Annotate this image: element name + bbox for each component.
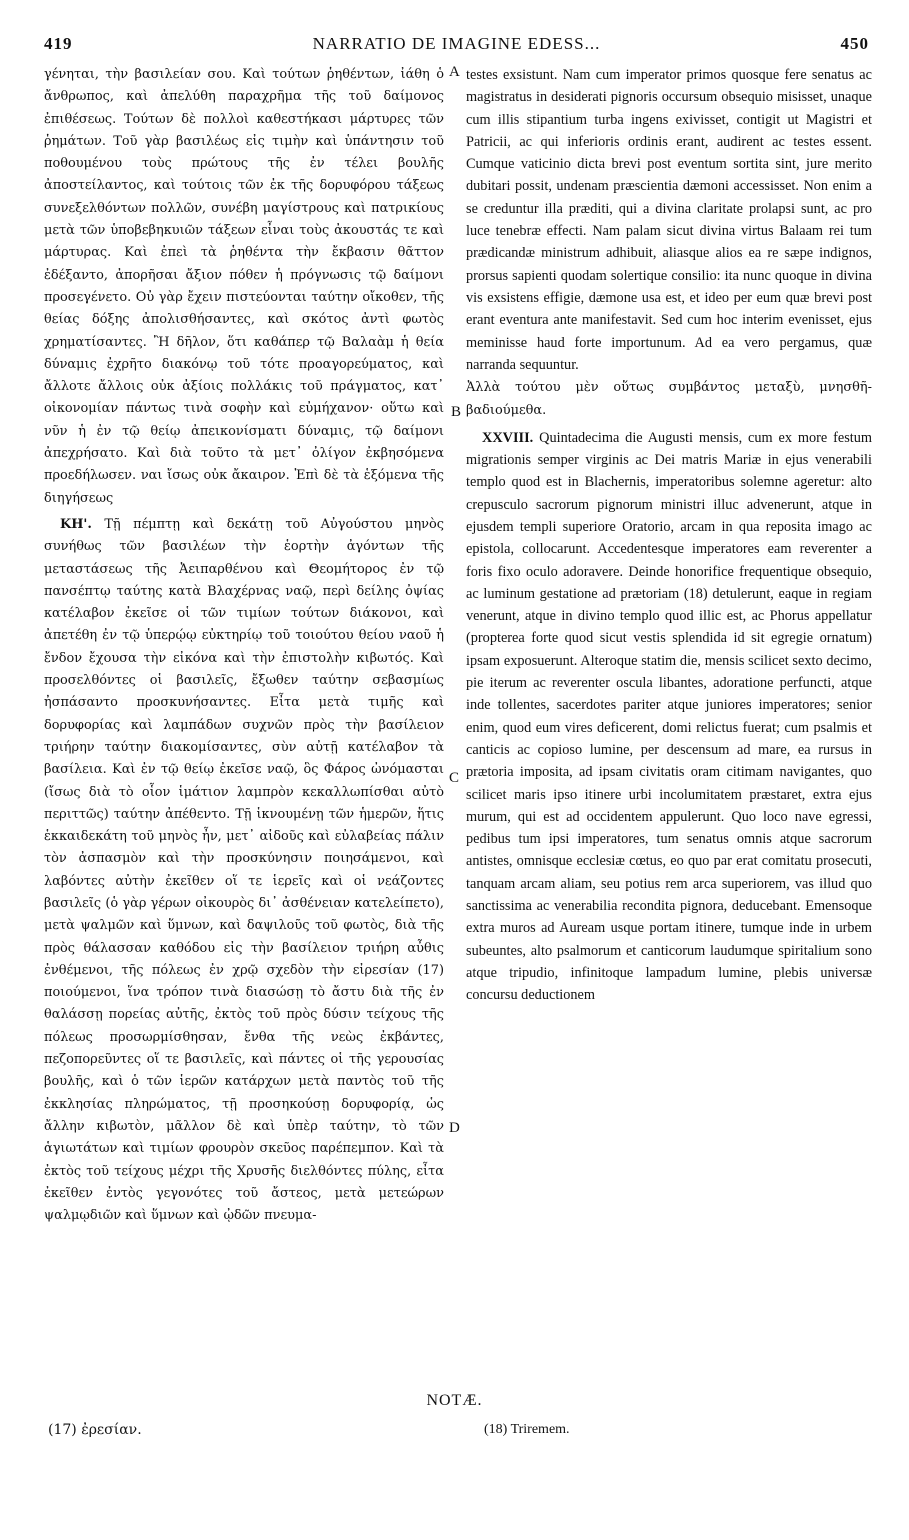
greek-bridge-text: Ἀλλὰ τούτου μὲν οὕτως συμβάντος μεταξὺ, μνησθῆ-	[466, 380, 872, 396]
margin-marker-c: C	[449, 770, 460, 786]
latin-section-28	[466, 427, 872, 1007]
latin-section-number: XXVIII.	[482, 429, 534, 446]
greek-section-number: ΚΗ'.	[60, 516, 92, 532]
running-header	[44, 34, 869, 56]
latin-paragraph-1: testes exsistunt. Nam cum imperator primos quosque fere senatus ac magistratus in desiderati pignoris occursum obsequio misisset, unaque cum illis stipantium turba ingens exivisset, contigit ut Magistri et Patricii, ac qui inferioris ordinis erant, audirent ac testes essent. Cumque vaticinio dicta brevi post eventum sortita sint, jure merito dubitari possit, undenam præscientia dæmoni accessisset. Non enim a se creduntur illa præditi, qui a divina claritate prolapsi sunt, ac pro luce tenebræ effecti. Nam palam sicut divina virtus Balaam rei tum prædicandæ ministrum adhibuit, aliasque alios ea re sæpe indignos, prorsus sapienti quodam solertique consilio: ita nunc quoque in divina vis exsistens effigie, dæmone usa est, et ideo per eum quæ brevi post erant eventura ante manifestavit. Sed cum hoc interim evenisset, ejus meminisse haud forte importunum. Ad ea vero pergamus, quæ narranda sequuntur.	[466, 67, 872, 373]
page-number-left: 419	[44, 34, 73, 53]
footnote-17: (17) ἐρεσίαν.	[48, 1422, 142, 1438]
margin-marker-a: A	[449, 64, 460, 80]
margin-marker-b: B	[451, 404, 462, 420]
margin-marker-d: D	[449, 1120, 460, 1136]
latin-column	[466, 64, 872, 1006]
notes-heading: NOTÆ.	[426, 1392, 483, 1409]
footnote-18: (18) Triremem.	[484, 1422, 570, 1437]
greek-bridge-end: βαδιούμεθα.	[466, 403, 547, 419]
latin-paragraph-2: Quintadecima die Augusti mensis, cum ex more festum migrationis semper virginis ac Dei matris Mariæ in ejus venerabili templo quod est in Blachernis, imperatoribus solemne ageretur: alto crepusculo sacrorum pignorum ministri illuc advenerunt, atque in ejusdem templi superiore Oratorio, arcam in qua reposita imago ac epistola, collocarunt. Accedentesque imperatores eam reverenter a foris fixo oculo adoravere. Deinde honorifice frequentique obsequio, ac luminum gestatione ad prætoriam (18) detulerunt, eaque in regiam venerunt, atque in divino templo quod illic est, ac Phorus appellatur (propterea forte quod sicut vestis splendida id sit egregie ornatum) ipsam exposuerunt. Alteroque statim die, mensis scilicet sexto decimo, pie iterum ac reverenter oscula libantes, adoratione perfuncti, atque inde tollentes, sacerdotes pariter atque juniores imperatores; senior enim, quod eum vires deficerent, domi relictus fuerat; cum psalmis et canticis ac copioso lumine, per descensum ad mare, ea rursus in prætoria imposita, ad ipsam civitatis oram citimam navigantes, quo scilicet maris ipso itinere urbi incolumitatem præstaret, extra ejus murum, qui est ad occidentem appulerunt. Quo loco nave egressi, pedibus tum ipsi imperatores, tum senatus omnis atque sacrorum antistes, omnisque ecclesiæ cœtus, eo quo par erat comitatu prosecuti, tanquam arcam aliam, seu potius rem arca superiorem, vas illud quo sanctissima ac venerabilia recondita pignora, deducebant. Emensoque extra muros ad Auream usque portam itinere, tumque inde in urbem subeuntes, alto psalmorum et canticorum laudumque spiritalium sono atque tripudio, infinitoque lampadum lumine, plebis universæ concursu deductionem	[466, 429, 872, 1004]
greek-paragraph-1: γένηται, τὴν βασιλείαν σου. Καὶ τούτων ῥηθέντων, ἰάθη ὁ ἄνθρωπος, καὶ ἀπελύθη παραχρῆμα τῆς τοῦ δαίμονος ἐπιθέσεως. Τούτων δὲ πολλοὶ καθεστήκασι μάρτυρες τῶν ῥημάτων. Τοῦ γὰρ βασιλέως εἰς τιμὴν καὶ ὑπάντησιν τοῦ ποθουμένου τοὺς πρώτους τῆς ἐν τέλει βουλῆς ἀποστείλαντος, καὶ τούτοις τῶν ἐκ τῆς δορυφόρου τάξεως συνεξελθόντων πολλῶν, συνέβη μαγίστρους καὶ πατρικίους μετὰ τῶν ὑποβεβηκυιῶν τάξεων εἶναι τοὺς ἀκουστάς τε καὶ μάρτυρας. Καὶ ἐπεὶ τὰ ῥηθέντα τὴν ἔκβασιν θᾶττον ἐδέξαντο, ἀπορῆσαι ἄξιον πόθεν ἡ πρόγνωσις τῷ δαίμονι προσεγένετο. Οὐ γὰρ ἔχειν πιστεύονται ταύτην οἴκοθεν, τῆς θείας δόξης ἀπολισθήσαντες, καὶ σκότος ἀντὶ φωτὸς χρηματίσαντες. Ἢ δῆλον, ὅτι καθάπερ τῷ Βαλαὰμ ἡ θεία δύναμις ἐχρῆτο διακόνῳ τοῦ τότε προαγορεύματος, καὶ ἄλλοτε ἄλλοις οὐκ ἀξίοις πολλάκις τοῦ πράγματος, κατ᾽ οἰκονομίαν πάντως τινὰ σοφὴν καὶ εὐμήχανον· οὕτω καὶ νῦν ἡ ἐν τῷ θείῳ ἀπεικονίσματι δύναμις, τῷ δαίμονι ἀπεχρήσατο. Καὶ διὰ τοῦτο τὰ μετ᾽ ὀλίγον ἐκβησόμενα προεδήλωσεν. ναι ἴσως οὐκ ἄκαιρον. Ἐπὶ δὲ τὰ ἑξόμενα τῆς διηγήσεως	[44, 67, 444, 506]
greek-paragraph-2: Τῇ πέμπτῃ καὶ δεκάτῃ τοῦ Αὐγούστου μηνὸς συνήθως τῶν βασιλέων τὴν ἑορτὴν ἀγόντων τῆς μεταστάσεως τῆς Ἀειπαρθένου καὶ Θεομήτορος ἐν τῷ πανσέπτῳ ταύτης κατὰ Βλαχέρνας ναῷ, περὶ δείλης ὀψίας κατέλαβον ἐκεῖσε οἱ τῶν τιμίων τούτων διάκονοι, καὶ ἀπετέθη ἐν τῷ ὑπερῴῳ εὐκτηρίῳ τοῦ τοιούτου θείου ναοῦ ἡ ἔνδον ἔχουσα τὴν εἰκόνα καὶ τὴν ἐπιστολὴν κιβωτός. Καὶ προσελθόντες οἱ βασιλεῖς, ἔξωθεν ταύτην σεβασμίως ἠσπάσαντο προσκυνήσαντες. Εἶτα μετὰ τιμῆς καὶ δορυφορίας καὶ λαμπάδων συχνῶν πρὸς τὴν βασίλειον τριήρην ταύτην διακομίσαντες, σὺν αὐτῇ κατέλαβον τὰ βασίλεια. Καὶ ἐν τῷ θείῳ ἐκεῖσε ναῷ, ὃς Φάρος ὠνόμασται (ἴσως διὰ τὸ οἷον ἱμάτιον λαμπρὸν κεκαλλωπίσθαι αὐτὸ περιττῶς) ταύτην ἀπέθεντο. Τῇ ἱκνουμένῃ τῶν ἡμερῶν, ἥτις ἑκκαιδεκάτη τοῦ μηνὸς ἦν, μετ᾽ αἰδοῦς καὶ εὐλαβείας πάλιν τὸν ἀσπασμὸν καὶ τὴν προσκύνησιν ποιησάμενοι, καὶ λαβόντες αὐτὴν ἐκεῖθεν οἵ τε ἱερεῖς καὶ οἱ νεάζοντες βασιλεῖς (ὁ γὰρ γέρων οἰκουρὸς δι᾽ ἀσθένειαν κατελείπετο), μετὰ ψαλμῶν καὶ ὕμνων, καὶ δαψιλοῦς τοῦ φωτὸς, διὰ τῆς πρὸς θάλασσαν καθόδου εἰς τὴν βασίλειον τριήρη αὖθις ἐνθέμενοι, τῆς πόλεως ἐν χρῷ σχεδὸν τὴν εἰρεσίαν (17) ποιούμενοι, ἵνα τρόπον τινὰ διασώσῃ τὸ ἄστυ διὰ τῆς ἐν θαλάσσῃ πορείας αὐτῆς, ἐκτὸς τοῦ πρὸς δύσιν τείχους τῆς πόλεως προσωρμίσθησαν, ἔνθα τῆς νεὼς ἐκβάντες, πεζοπορεῦντες οἵ τε βασιλεῖς, καὶ πάντες οἱ τῆς γερουσίας βουλῆς, καὶ ὁ τῶν ἱερῶν κατάρχων μετὰ παντὸς τοῦ τῆς ἐκκλησίας πληρώματος, τῇ προσηκούσῃ δορυφορίᾳ, ὡς ἄλλην κιβωτὸν, μᾶλλον δὲ καὶ ὑπὲρ ταύτην, τὸ τῶν ἁγιωτάτων καὶ τιμίων φρουρὸν σκεῦος παρέπεμπον. Καὶ τὰ ἐκτὸς τοῦ τείχους μέχρι τῆς Χρυσῆς διελθόντες πύλης, εἶτα ἐκεῖθεν ἐντὸς γεγονότες τοῦ ἄστεος, μετὰ μετεώρων ψαλμῳδιῶν καὶ ὕμνων καὶ ᾠδῶν πνευμα-	[44, 516, 444, 1224]
greek-column	[44, 64, 444, 1227]
page-number-right: 450	[840, 34, 869, 53]
running-title: NARRATIO DE IMAGINE EDESS...	[312, 34, 601, 53]
greek-bridge-line	[466, 376, 872, 423]
greek-section-28	[44, 514, 444, 1228]
